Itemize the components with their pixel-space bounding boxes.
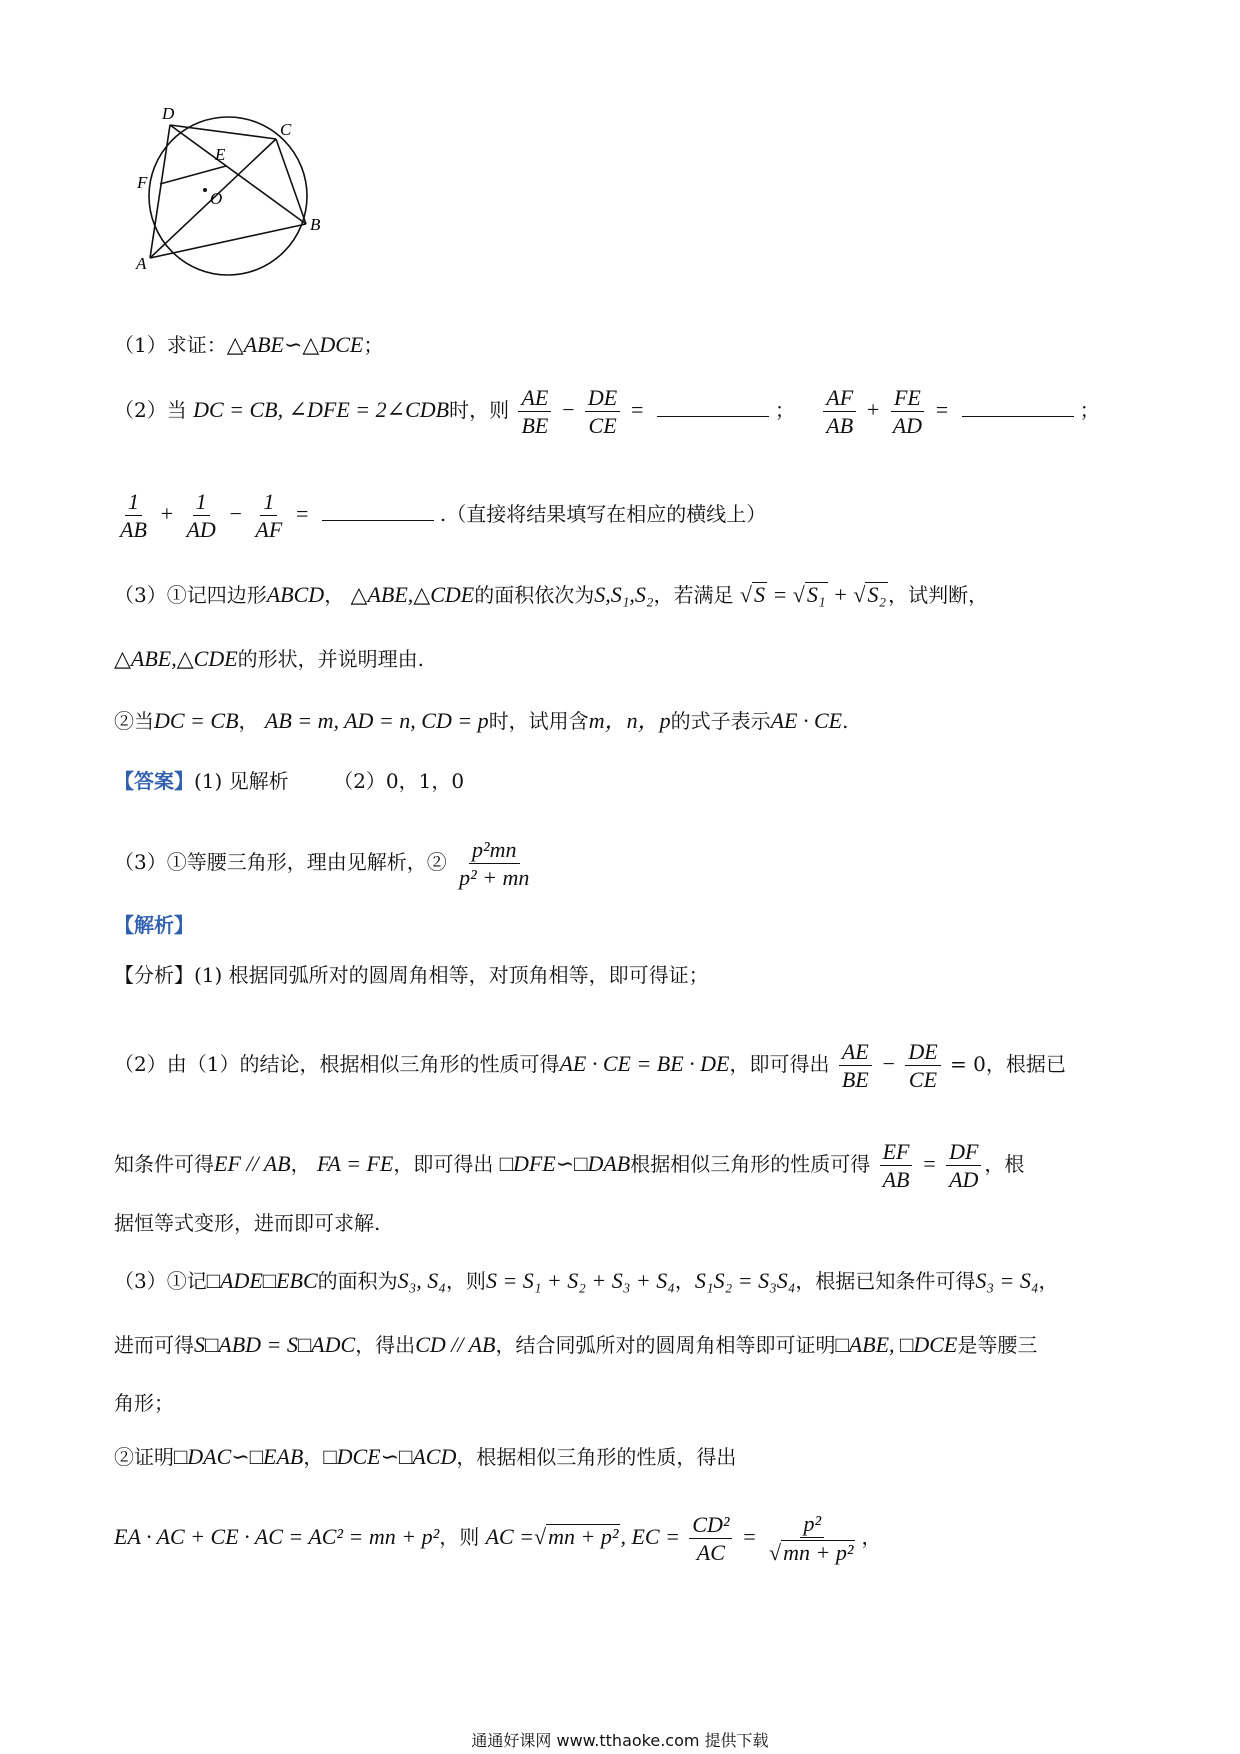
answer-tag: 【答案】	[114, 769, 194, 793]
analysis-p4: 据恒等式变形，进而即可求解.	[114, 1211, 381, 1235]
label-d: D	[162, 108, 175, 123]
q2-label: （2）当	[114, 398, 187, 423]
label-f: F	[137, 173, 148, 192]
question-1	[114, 330, 383, 360]
answer-blank-2[interactable]	[962, 416, 1074, 417]
segment-cb	[276, 139, 306, 224]
frac-1-ab: $\frac{1}{AB}$	[120, 489, 147, 543]
segment-da	[150, 125, 170, 258]
q2-condition: DC = CB, ∠DFE = 2∠CDB	[193, 397, 450, 423]
analysis-fenxi: 【分析】(1) 根据同弧所对的圆周角相等，对顶角相等，即可得证；	[114, 963, 709, 987]
circle-geometry-figure	[128, 108, 328, 276]
analysis-p8: ②证明□DAC∽□EAB，□DCE∽□ACD，根据相似三角形的性质，得出	[114, 1444, 737, 1469]
answer-blank-1[interactable]	[657, 416, 769, 417]
analysis-p5: （3）①记□ADE□EBC的面积为S₃, S₄，则S = S₁ + S₂ + S₃ + S₄，S₁S₂ = S₃S₄，根据已知条件可得S₃ = S₄，	[114, 1268, 1059, 1293]
answer-blank-3[interactable]	[322, 520, 434, 521]
point-o	[203, 188, 207, 192]
answer-line-1: 【答案】(1) 见解析 （2）0，1，0	[114, 769, 465, 793]
question-2-line-1: （2）当 DC = CB, ∠DFE = 2∠CDB时，则 $\frac{AE}{BE}$ − $\frac{DE}{CE}$ = ； $\frac{AF}{AB}$ + $\frac{FE}{AD}$ = ；	[114, 385, 1100, 439]
frac-af-ab: $\frac{AF}{AB}$	[823, 386, 856, 437]
segment-fe	[160, 166, 226, 184]
question-3-line-1: （3）①记四边形ABCD， △ABE,△CDE的面积依次为S,S₁,S₂，若满足 √S = √S₁ + √S₂ ，试判断，	[114, 582, 989, 607]
frac-fe-ad: $\frac{FE}{AD}$	[892, 385, 923, 439]
frac-ae-be: $\frac{AE}{BE}$	[518, 386, 551, 437]
answer-line-2: （3）①等腰三角形，理由见解析，② $\frac{\text{p²mn}}{\text{p² + mn}}$	[114, 838, 535, 889]
q1-label: （1）求证：	[114, 333, 227, 357]
frac-1-ad: $\frac{1}{AD}$	[186, 489, 216, 543]
q1-end: ；	[363, 333, 384, 357]
q2-note: .（直接将结果填写在相应的横线上）	[439, 502, 767, 527]
q2-then: 时，则	[449, 398, 510, 423]
analysis-p9: EA · AC + CE · AC = AC² = mn + p²，则 AC =√mn + p², EC = $\frac{\text{CD²}}{AC}$ = $\frac{\text{p²}}{\text{√mn + p²}}$ ，	[114, 1511, 882, 1566]
label-o: O	[210, 189, 223, 208]
question-3-line-2: △ABE,△CDE的形状，并说明理由.	[114, 646, 425, 671]
circle-o	[149, 117, 307, 275]
segment-db	[170, 125, 306, 224]
q1-expr: △ABE∽△DCE	[226, 332, 364, 357]
label-c: C	[280, 120, 292, 139]
label-e: E	[215, 145, 226, 164]
label-b: B	[310, 215, 321, 234]
question-3-line-3: ②当DC = CB， AB = m, AD = n, CD = p时，试用含m，n，p的式子表示AE · CE.	[114, 708, 849, 733]
sqrt-equation: √S = √S₁ + √S₂	[739, 582, 887, 607]
analysis-tag: 【解析】	[114, 913, 194, 937]
frac-de-ce: $\frac{DE}{CE}$	[585, 386, 620, 437]
page-footer: 通通好课网 www.tthaoke.com 提供下载	[471, 1731, 769, 1750]
question-2-line-2: $\frac{1}{AB}$ + $\frac{1}{AD}$ − $\frac{1}{AF}$ = .（直接将结果填写在相应的横线上）	[114, 490, 766, 541]
answer-fraction: $\frac{\text{p²mn}}{\text{p² + mn}}$	[459, 837, 530, 891]
label-a: A	[136, 254, 147, 273]
analysis-p6: 进而可得S□ABD = S□ADC，得出CD // AB，结合同弧所对的圆周角相等即可证明□ABE, □DCE是等腰三	[114, 1332, 1038, 1357]
frac-1-af: $\frac{1}{AF}$	[255, 489, 283, 543]
analysis-p3: 知条件可得EF // AB， FA = FE，即可得出 □DFE∽□DAB根据相似三角形的性质可得 $\frac{EF}{AB}$ = $\frac{DF}{AD}$ ，根	[114, 1139, 1025, 1193]
analysis-p2: （2）由（1）的结论，根据相似三角形的性质可得AE · CE = BE · DE，即可得出 $\frac{AE}{BE}$ − $\frac{DE}{CE}$ = 0，根据已	[114, 1039, 1066, 1093]
analysis-p7: 角形；	[114, 1391, 174, 1415]
